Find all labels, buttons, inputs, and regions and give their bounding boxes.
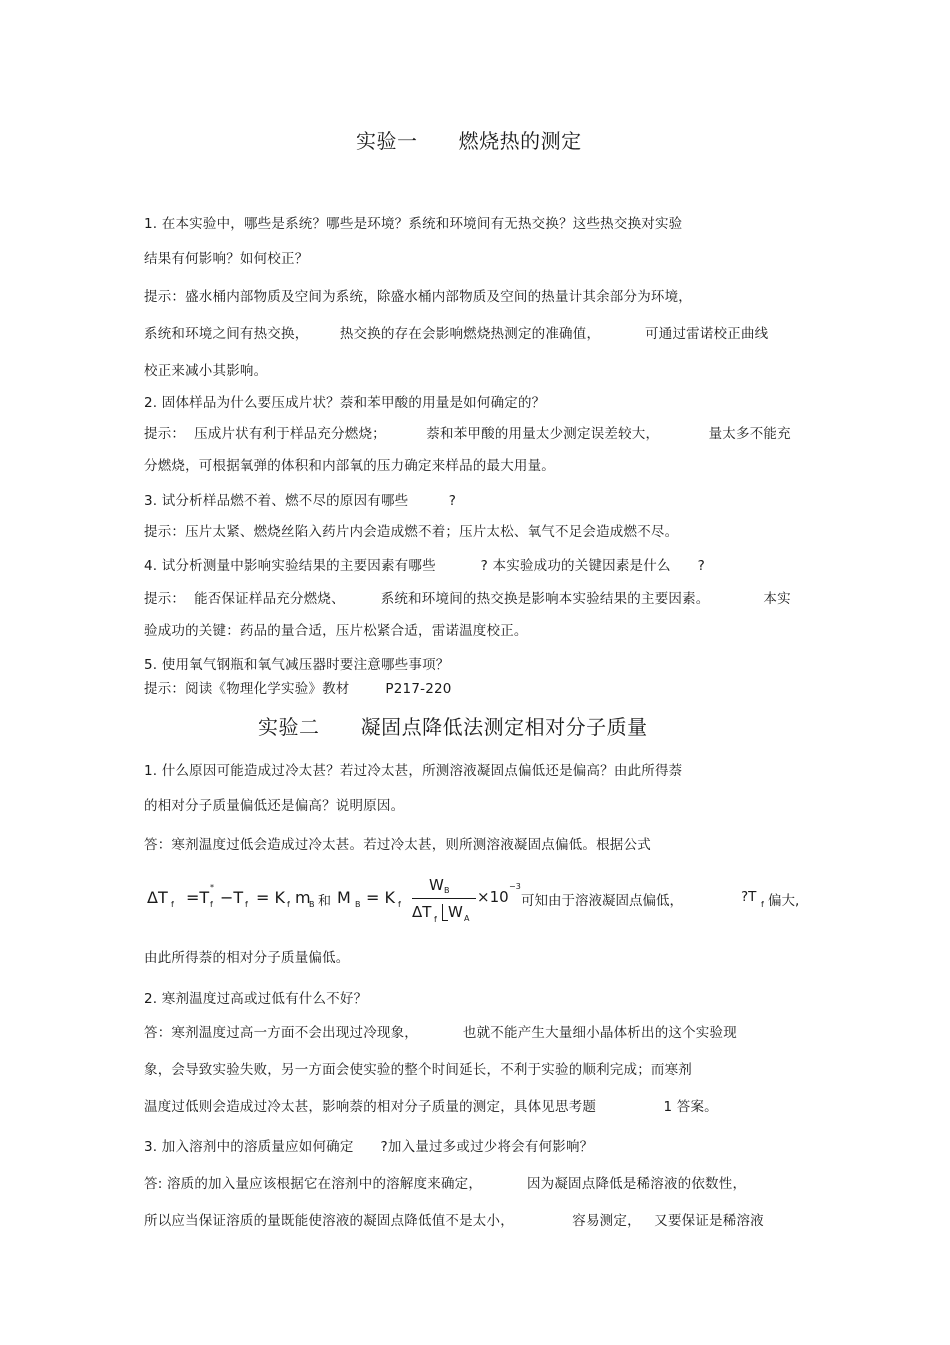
formula-sub-b: B bbox=[444, 886, 450, 895]
exp1-line: 系统和环境之间有热交换， 热交换的存在会影响燃烧热测定的准确值， 可通过雷诺校正曲线 bbox=[144, 326, 769, 342]
exp1-line: 校正来减小其影响。 bbox=[144, 363, 268, 379]
formula-tail: 可知由于溶液凝固点偏低， bbox=[521, 893, 683, 909]
formula-sub-f: f bbox=[245, 900, 248, 909]
formula-numerator-wb: W bbox=[429, 876, 444, 894]
formula-tail-end: 偏大, bbox=[768, 893, 800, 909]
exp1-line: 提示：阅读《物理化学实验》教材 P217-220 bbox=[144, 681, 452, 697]
freezing-point-formula bbox=[144, 876, 824, 932]
exp1-line: 提示： 压成片状有利于样品充分燃烧； 萘和苯甲酸的用量太少测定误差较大， 量太多不能充 bbox=[144, 426, 791, 442]
formula-eq1: =T bbox=[186, 888, 210, 907]
formula-m: m bbox=[295, 888, 311, 907]
formula-eq2: = K bbox=[256, 888, 285, 907]
formula-minus-t: −T bbox=[220, 888, 244, 907]
formula-sub-f: f bbox=[761, 900, 764, 909]
exp1-line: 验成功的关键：药品的量合适，压片松紧合适，雷诺温度校正。 bbox=[144, 623, 528, 639]
fraction-bar bbox=[412, 898, 476, 899]
exp2-line: 温度过低则会造成过冷太甚，影响萘的相对分子质量的测定，具体见思考题 1 答案。 bbox=[144, 1099, 718, 1115]
exp1-line: 1. 在本实验中，哪些是系统？哪些是环境？系统和环境间有无热交换？这些热交换对实验 bbox=[144, 216, 683, 232]
formula-sub-b: B bbox=[309, 900, 315, 909]
exp2-line: 答: 溶质的加入量应该根据它在溶剂中的溶解度来确定， 因为凝固点降低是稀溶液的依数性， bbox=[144, 1176, 747, 1192]
formula-sub-b: B bbox=[355, 900, 361, 909]
formula-sub-f: f bbox=[287, 900, 290, 909]
formula-sub-a: A bbox=[464, 914, 470, 923]
exp1-line: 分燃烧，可根据氧弹的体积和内部氧的压力确定来样品的最大用量。 bbox=[144, 458, 555, 474]
formula-denominator-wa: W bbox=[448, 903, 463, 921]
exp1-line: 提示：盛水桶内部物质及空间为系统，除盛水桶内部物质及空间的热量计其余部分为环境， bbox=[144, 289, 692, 305]
exp2-line: 答：寒剂温度过低会造成过冷太甚。若过冷太甚，则所测溶液凝固点偏低。根据公式 bbox=[144, 837, 651, 853]
exp1-line: 3. 试分析样品燃不着、燃不尽的原因有哪些 ? bbox=[144, 493, 457, 509]
formula-denominator-delta: ΔT bbox=[412, 903, 432, 921]
formula-delta-tf: ΔT bbox=[147, 888, 168, 907]
exp2-line: 答：寒剂温度过高一方面不会出现过冷现象， 也就不能产生大量细小晶体析出的这个实验现 bbox=[144, 1025, 737, 1041]
formula-sub-f: f bbox=[398, 900, 401, 909]
formula-exponent: −3 bbox=[509, 882, 521, 891]
exp1-line: 2. 固体样品为什么要压成片状？萘和苯甲酸的用量是如何确定的？ bbox=[144, 395, 546, 411]
experiment-1-title: 实验一 燃烧热的测定 bbox=[356, 129, 582, 153]
exp1-line: 结果有何影响？如何校正？ bbox=[144, 251, 309, 267]
exp1-line: 提示： 能否保证样品充分燃烧、 系统和环境间的热交换是影响本实验结果的主要因素。 本实 bbox=[144, 591, 791, 607]
exp2-line: 象，会导致实验失败，另一方面会使实验的整个时间延长，不利于实验的顺利完成；而寒剂 bbox=[144, 1062, 692, 1078]
formula-tail-dt: ?T bbox=[741, 889, 757, 905]
formula-and: 和 bbox=[318, 894, 332, 909]
formula-sub-f: f bbox=[171, 900, 174, 909]
exp2-line: 的相对分子质量偏低还是偏高？说明原因。 bbox=[144, 798, 405, 814]
formula-sub-f: f bbox=[210, 900, 213, 909]
formula-star: * bbox=[210, 883, 214, 892]
exp1-line: 4. 试分析测量中影响实验结果的主要因素有哪些 ? 本实验成功的关键因素是什么 ? bbox=[144, 558, 705, 574]
exp2-line: 由此所得萘的相对分子质量偏低。 bbox=[144, 950, 350, 966]
exp2-line: 3. 加入溶剂中的溶质量应如何确定 ?加入量过多或过少将会有何影响？ bbox=[144, 1139, 594, 1155]
exp2-line: 所以应当保证溶质的量既能使溶液的凝固点降低值不是太小， 容易测定， 又要保证是稀溶液 bbox=[144, 1213, 764, 1229]
formula-sub-f: f bbox=[434, 915, 437, 924]
formula-eq3: = K bbox=[366, 888, 395, 907]
exp2-line: 2. 寒剂温度过高或过低有什么不好？ bbox=[144, 991, 368, 1007]
exp1-line: 5. 使用氧气钢瓶和氧气减压器时要注意哪些事项？ bbox=[144, 657, 450, 673]
experiment-2-title: 实验二 凝固点降低法测定相对分子质量 bbox=[258, 715, 648, 739]
exp1-line: 提示：压片太紧、燃烧丝陷入药片内会造成燃不着；压片太松、氧气不足会造成燃不尽。 bbox=[144, 524, 679, 540]
formula-times-ten: ×10 bbox=[477, 888, 509, 906]
formula-mb: M bbox=[337, 888, 351, 907]
exp2-line: 1. 什么原因可能造成过冷太甚？若过冷太甚，所测溶液凝固点偏低还是偏高？由此所得萘 bbox=[144, 763, 683, 779]
